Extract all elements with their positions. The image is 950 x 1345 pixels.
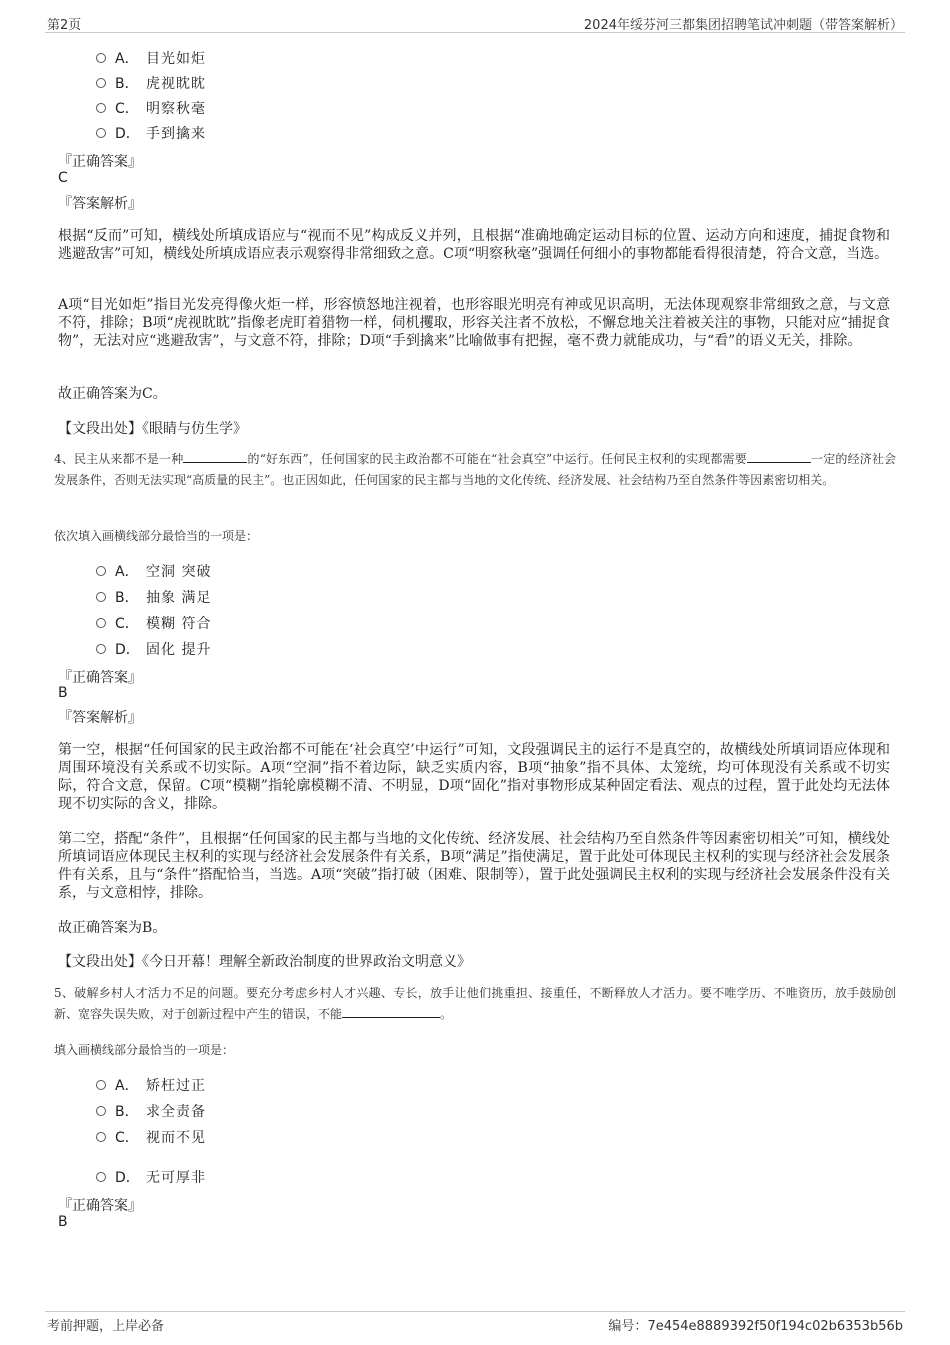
q4-blank-2 xyxy=(747,449,811,463)
q5-answer: B xyxy=(58,1214,68,1230)
q4-answer: B xyxy=(58,685,68,701)
q4-prompt: 依次填入画横线部分最恰当的一项是： xyxy=(54,529,259,543)
radio-icon[interactable] xyxy=(96,644,106,654)
q3-analysis-label: 『答案解析』 xyxy=(58,196,142,212)
footer-code: 编号：7e454e8889392f50f194c02b6353b56b xyxy=(608,1319,903,1334)
radio-icon[interactable] xyxy=(96,592,106,602)
q3-conclusion: 故正确答案为C。 xyxy=(58,386,167,402)
q3-answer-label: 『正确答案』 xyxy=(58,154,142,170)
document-title: 2024年绥芬河三都集团招聘笔试冲刺题（带答案解析） xyxy=(583,18,903,33)
q3-analysis-p2: A项“目光如炬”指目光发亮得像火炬一样，形容愤怒地注视着，也形容眼光明亮有神或见识高明，无法体现观察非常细致之意，与文意不符，排除；B项“虎视眈眈”指像老虎盯着猎物一样，伺机攫取，形容关注者不放松，不懈怠地关注着被关注的事物，只能对应“捕捉食物”，无法对应“逃避敌害”，与文意不符，排除；D项“手到擒来”比喻做事有把握，毫不费力就能成功，与“看”的语义无关，排除。 xyxy=(58,297,890,349)
q4-question: 4、民主从来都不是一种 的“好东西”，任何国家的民主政治都不可能在“社会真空”中运行。任何民主权利的实现都需要 一定的经济社会发展条件，否则无法实现“高质量的民主”。也正因如此，任何国家的民主都与当地的文化传统、经济发展、社会结构乃至自然条件等因素密切相关。 xyxy=(54,449,896,491)
q5-question: 5、破解乡村人才活力不足的问题。要充分考虑乡村人才兴趣、专长，放手让他们挑重担、接重任，不断释放人才活力。要不唯学历、不唯资历，放手鼓励创新、宽容失误失败，对于创新过程中产生的错误，不能 。 xyxy=(54,986,896,1021)
radio-icon[interactable] xyxy=(96,566,106,576)
footer-slogan: 考前押题，上岸必备 xyxy=(47,1319,165,1334)
page-footer xyxy=(45,1311,905,1334)
q5-blank xyxy=(342,1004,440,1018)
q4-analysis-p2: 第二空，搭配“条件”，且根据“任何国家的民主都与当地的文化传统、经济发展、社会结构乃至自然条件等因素密切相关”可知，横线处所填词语应体现民主权利的实现与经济社会发展条件有关系，B项“满足”指使满足，置于此处可体现民主权利的实现与经济社会发展条件有关系，且与“条件”搭配恰当，当选。A项“突破”指打破（困难、限制等），置于此处强调民主权利的实现与经济社会发展条件没有关系，与文意相悖，排除。 xyxy=(58,831,890,901)
q4-analysis-p1: 第一空，根据“任何国家的民主政治都不可能在‘社会真空’中运行”可知，文段强调民主的运行不是真空的，故横线处所填词语应体现和周围环境没有关系或不切实际。A项“空洞”指不着边际，缺乏实质内容，B项“抽象”指不具体、太笼统，均可体现没有关系或不切实际，符合文意，保留。C项“模糊”指轮廓模糊不清、不明显，D项“固化”指对事物形成某种固定看法、观点的过程，置于此处均无法体现不切实际的含义，排除。 xyxy=(58,742,890,812)
q3-source: 【文段出处】《眼睛与仿生学》 xyxy=(58,421,247,437)
q4-conclusion: 故正确答案为B。 xyxy=(58,920,167,936)
radio-icon[interactable] xyxy=(96,1080,106,1090)
page-number: 第2页 xyxy=(47,18,82,33)
q4-answer-label: 『正确答案』 xyxy=(58,670,142,686)
q5-answer-label: 『正确答案』 xyxy=(58,1198,142,1214)
radio-icon[interactable] xyxy=(96,53,106,63)
radio-icon[interactable] xyxy=(96,103,106,113)
q4-source: 【文段出处】《今日开幕！理解全新政治制度的世界政治文明意义》 xyxy=(58,954,471,970)
q3-answer: C xyxy=(58,170,68,186)
radio-icon[interactable] xyxy=(96,78,106,88)
radio-icon[interactable] xyxy=(96,1172,106,1182)
q4-blank-1 xyxy=(183,449,247,463)
q4-analysis-label: 『答案解析』 xyxy=(58,710,142,726)
radio-icon[interactable] xyxy=(96,1106,106,1116)
q3-analysis-p1: 根据“反而”可知，横线处所填成语应与“视而不见”构成反义并列，且根据“准确地确定运动目标的位置、运动方向和速度，捕捉食物和逃避敌害”可知，横线处所填成语应表示观察得非常细致之意。C项“明察秋毫”强调任何细小的事物都能看得很清楚，符合文意，当选。 xyxy=(58,228,890,262)
radio-icon[interactable] xyxy=(96,618,106,628)
q5-prompt: 填入画横线部分最恰当的一项是： xyxy=(54,1043,235,1057)
page-header xyxy=(45,14,905,33)
radio-icon[interactable] xyxy=(96,1132,106,1142)
radio-icon[interactable] xyxy=(96,128,106,138)
